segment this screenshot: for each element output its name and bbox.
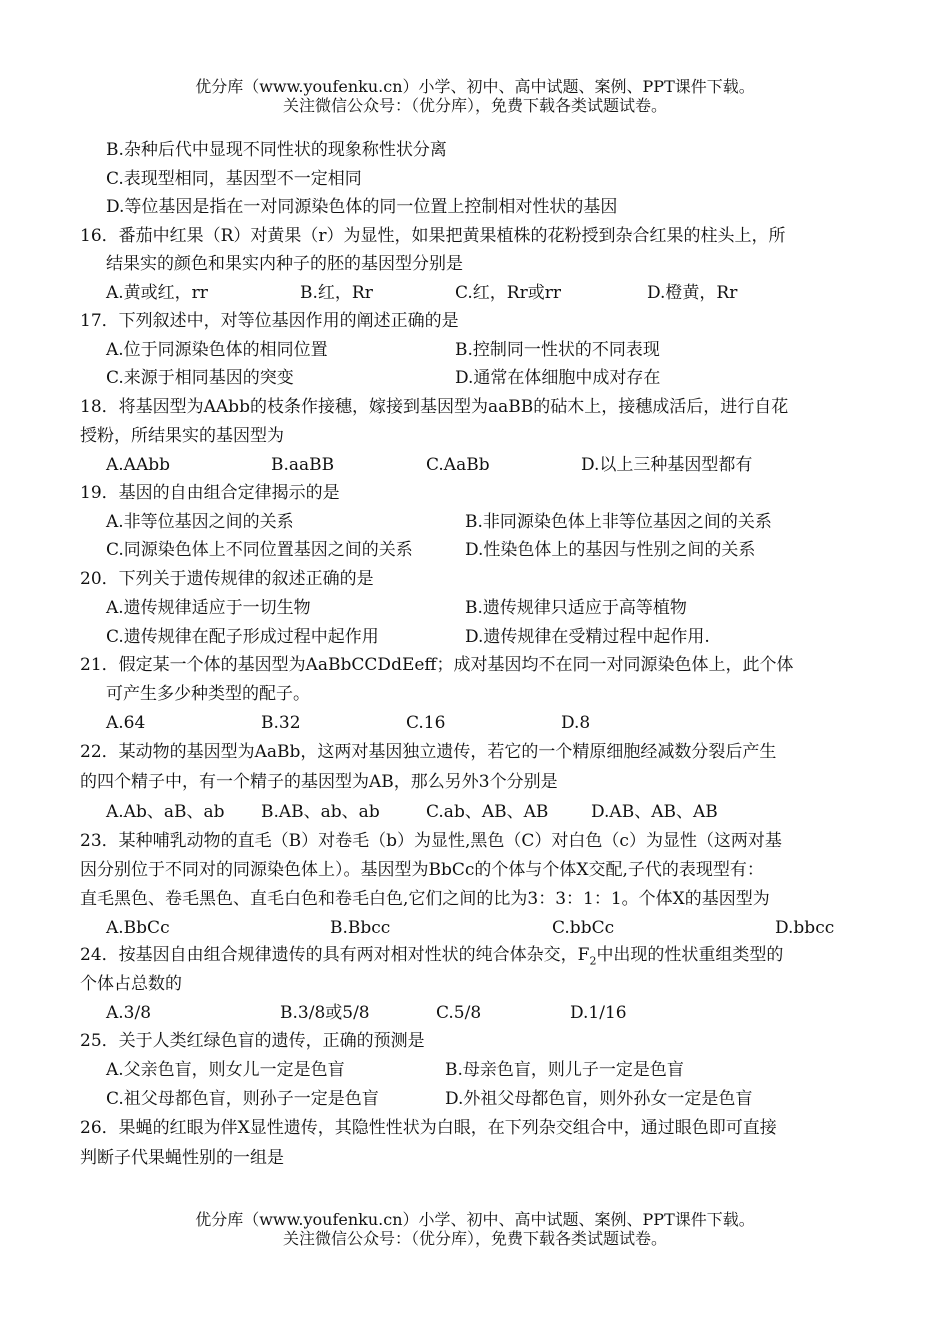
q22-option-a: A.Ab、aB、ab <box>106 802 225 822</box>
prev-option-c: C.表现型相同，基因型不一定相同 <box>106 169 362 189</box>
q18-option-b: B.aaBB <box>271 455 335 475</box>
q16-stem-line1: 16．番茄中红果（R）对黄果（r）为显性，如果把黄果植株的花粉授到杂合红果的柱头上，所 <box>80 226 786 246</box>
q23-option-a: A.BbCc <box>106 918 170 938</box>
q16-option-b: B.红，Rr <box>300 283 373 303</box>
q18-option-a: A.AAbb <box>106 455 170 475</box>
q20-stem-line1: 20．下列关于遗传规律的叙述正确的是 <box>80 569 374 589</box>
q22-stem-line1: 22．某动物的基因型为AaBb，这两对基因独立遗传，若它的一个精原细胞经减数分裂后产生 <box>80 742 777 762</box>
page-header <box>0 77 950 115</box>
q25-option-b: B.母亲色盲，则儿子一定是色盲 <box>445 1060 684 1080</box>
q24-stem-line2: 个体占总数的 <box>80 974 182 994</box>
q17-option-c: C.来源于相同基因的突变 <box>106 368 294 388</box>
q24-option-b: B.3/8或5/8 <box>280 1003 370 1023</box>
q25-option-a: A.父亲色盲，则女儿一定是色盲 <box>106 1060 345 1080</box>
q24-stem-tail: 中出现的性状重组类型的 <box>596 945 784 965</box>
q19-option-b: B.非同源染色体上非等位基因之间的关系 <box>465 512 772 532</box>
q20-option-a: A.遗传规律适应于一切生物 <box>106 598 311 618</box>
q24-stem-line1 <box>80 945 783 971</box>
q25-option-d: D.外祖父母都色盲，则外孙女一定是色盲 <box>445 1089 753 1109</box>
q21-option-c: C.16 <box>406 713 446 733</box>
q26-stem-line1: 26．果蝇的红眼为伴X显性遗传，其隐性性状为白眼，在下列杂交组合中，通过眼色即可直接 <box>80 1118 777 1138</box>
q16-stem-line2: 结果实的颜色和果实内种子的胚的基因型分别是 <box>106 254 463 274</box>
q22-stem-line2: 的四个精子中，有一个精子的基因型为AB，那么另外3个分别是 <box>80 772 558 792</box>
q18-stem-line2: 授粉，所结果实的基因型为 <box>80 426 284 446</box>
q21-stem-line2: 可产生多少种类型的配子。 <box>106 684 310 704</box>
q20-option-b: B.遗传规律只适应于高等植物 <box>465 598 687 618</box>
q21-option-d: D.8 <box>561 713 591 733</box>
q23-option-c: C.bbCc <box>552 918 615 938</box>
q24-option-d: D.1/16 <box>570 1003 627 1023</box>
q20-option-d: D.遗传规律在受精过程中起作用. <box>465 627 710 647</box>
q22-option-d: D.AB、AB、AB <box>591 802 718 822</box>
q16-option-c: C.红，Rr或rr <box>455 283 561 303</box>
header-line-2: 关注微信公众号：（优分库），免费下载各类试题试卷。 <box>282 96 667 115</box>
header-line-1: 优分库（www.youfenku.cn）小学、初中、高中试题、案例、PPT课件下载。 <box>195 77 755 96</box>
q19-option-c: C.同源染色体上不同位置基因之间的关系 <box>106 540 413 560</box>
q25-stem-line1: 25．关于人类红绿色盲的遗传，正确的预测是 <box>80 1031 425 1051</box>
q23-stem-line1: 23．某种哺乳动物的直毛（B）对卷毛（b）为显性,黑色（C）对白色（c）为显性（这两对基 <box>80 831 782 851</box>
q18-option-c: C.AaBb <box>426 455 490 475</box>
q21-option-b: B.32 <box>261 713 301 733</box>
q20-option-c: C.遗传规律在配子形成过程中起作用 <box>106 627 379 647</box>
q17-option-a: A.位于同源染色体的相同位置 <box>106 340 328 360</box>
q17-stem-line1: 17．下列叙述中，对等位基因作用的阐述正确的是 <box>80 311 459 331</box>
prev-option-d: D.等位基因是指在一对同源染色体的同一位置上控制相对性状的基因 <box>106 197 618 217</box>
q19-stem-line1: 19．基因的自由组合定律揭示的是 <box>80 483 340 503</box>
q24-option-a: A.3/8 <box>106 1003 152 1023</box>
q22-option-c: C.ab、AB、AB <box>426 802 549 822</box>
q16-option-a: A.黄或红，rr <box>106 283 208 303</box>
q24-stem-subscript: 2 <box>589 954 597 968</box>
q21-stem-line1: 21．假定某一个体的基因型为AaBbCCDdEeff；成对基因均不在同一对同源染色体上，此个体 <box>80 655 794 675</box>
q24-stem-text: 24．按基因自由组合规律遗传的具有两对相对性状的纯合体杂交，F <box>80 945 590 965</box>
q24-option-c: C.5/8 <box>436 1003 482 1023</box>
q17-option-d: D.通常在体细胞中成对存在 <box>455 368 661 388</box>
q23-option-d: D.bbcc <box>775 918 835 938</box>
q26-stem-line2: 判断子代果蝇性别的一组是 <box>80 1148 284 1168</box>
footer-line-2: 关注微信公众号：（优分库），免费下载各类试题试卷。 <box>282 1229 667 1248</box>
q18-option-d: D.以上三种基因型都有 <box>581 455 753 475</box>
q19-option-d: D.性染色体上的基因与性别之间的关系 <box>465 540 756 560</box>
prev-option-b: B.杂种后代中显现不同性状的现象称性状分离 <box>106 140 447 160</box>
q18-stem-line1: 18．将基因型为AAbb的枝条作接穗，嫁接到基因型为aaBB的砧木上，接穗成活后，进行自花 <box>80 397 789 417</box>
q21-option-a: A.64 <box>106 713 146 733</box>
q17-option-b: B.控制同一性状的不同表现 <box>455 340 660 360</box>
q22-option-b: B.AB、ab、ab <box>261 802 380 822</box>
q23-option-b: B.Bbcc <box>330 918 391 938</box>
page-footer <box>0 1210 950 1248</box>
q23-stem-line3: 直毛黑色、卷毛黑色、直毛白色和卷毛白色,它们之间的比为3：3：1：1。个体X的基因型为 <box>80 889 770 909</box>
q16-option-d: D.橙黄，Rr <box>647 283 738 303</box>
q23-stem-line2: 因分别位于不同对的同源染色体上）。基因型为BbCc的个体与个体X交配,子代的表现型有： <box>80 860 764 880</box>
q25-option-c: C.祖父母都色盲，则孙子一定是色盲 <box>106 1089 379 1109</box>
footer-line-1: 优分库（www.youfenku.cn）小学、初中、高中试题、案例、PPT课件下载。 <box>195 1210 755 1229</box>
q19-option-a: A.非等位基因之间的关系 <box>106 512 294 532</box>
